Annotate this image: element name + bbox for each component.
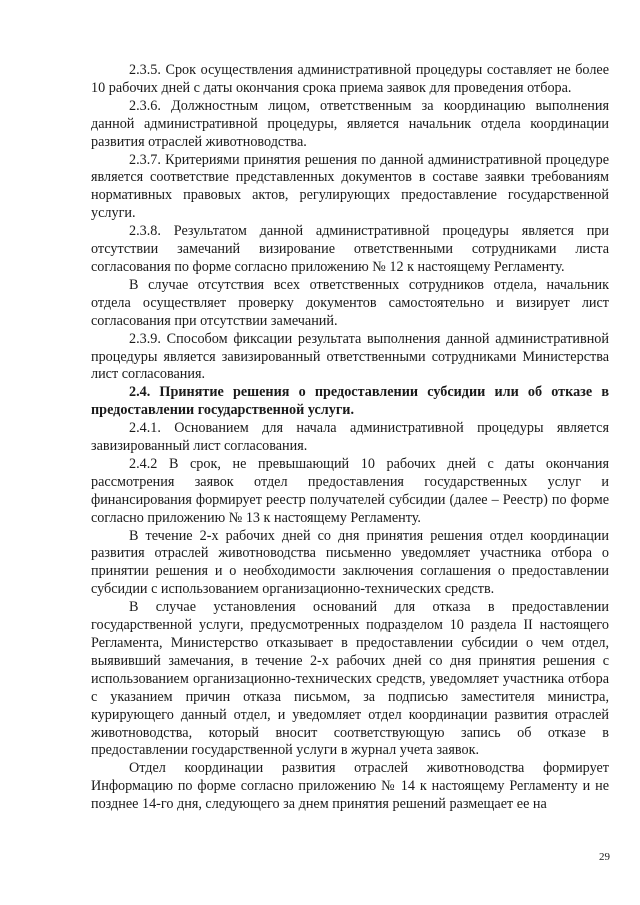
- page-number: 29: [599, 851, 610, 863]
- paragraph-2-3-5: 2.3.5. Срок осуществления административной процедуры составляет не более 10 рабочих дней с даты окончания срока приема заявок для проведения отбора.: [91, 62, 609, 96]
- paragraph-notification: В течение 2-х рабочих дней со дня принятия решения отдел координации развития отраслей животноводства письменно уведомляет участника отбора о принятии решения и о необходимости заключения соглашения о предоставлении субсидии с использованием организационно-технических средств.: [91, 527, 609, 598]
- paragraph-2-3-7: 2.3.7. Критериями принятия решения по данной административной процедуре является соответствие представленных документов в составе заявки требованиям нормативных правовых актов, регулирующих предоставление государственной услуги.: [91, 151, 609, 222]
- document-body: [91, 62, 609, 814]
- paragraph-2-3-9: 2.3.9. Способом фиксации результата выполнения данной административной процедуры является завизированный ответственными сотрудниками Министерства лист согласования.: [91, 330, 609, 383]
- paragraph-absence-of-staff: В случае отсутствия всех ответственных сотрудников отдела, начальник отдела осуществляет проверку документов самостоятельно и визирует лист согласования при отсутствии замечаний.: [91, 276, 609, 329]
- paragraph-2-4-1: 2.4.1. Основанием для начала административной процедуры является завизированный лист согласования.: [91, 420, 609, 455]
- paragraph-refusal: В случае установления оснований для отказа в предоставлении государственной услуги, предусмотренных подразделом 10 раздела II настоящего Регламента, Министерство отказывает в предоставлении субсидии о чем отдел, выявивший замечания, в течение 2-х рабочих дней со дня принятия решения с использованием организационно-технических средств, уведомляет участника отбора с указанием причин отказа письмом, за подписью заместителя министра, курирующего данный отдел, и уведомляет отдел координации развития отраслей животноводства, который вносит соответствующую запись об отказе в предоставлении государственной услуги в журнал учета заявок.: [91, 599, 609, 759]
- paragraph-2-4-2: 2.4.2 В срок, не превышающий 10 рабочих дней с даты окончания рассмотрения заявок отдел предоставления государственных услуг и финансирования формирует реестр получателей субсидии (далее – Реестр) по форме согласно приложению № 13 к настоящему Регламенту.: [91, 455, 609, 526]
- section-heading-2-4: 2.4. Принятие решения о предоставлении субсидии или об отказе в предоставлении государственной услуги.: [91, 384, 609, 419]
- paragraph-2-3-6: 2.3.6. Должностным лицом, ответственным за координацию выполнения данной административной процедуры, является начальник отдела координации развития отраслей животноводства.: [91, 97, 609, 150]
- paragraph-2-3-8: 2.3.8. Результатом данной административной процедуры является при отсутствии замечаний визирование ответственными сотрудниками листа согласования по форме согласно приложению № 12 к настоящему Регламенту.: [91, 223, 609, 275]
- paragraph-information: Отдел координации развития отраслей животноводства формирует Информацию по форме согласно приложению № 14 к настоящему Регламенту и не позднее 14-го дня, следующего за днем принятия решений размещает ее на: [91, 760, 609, 813]
